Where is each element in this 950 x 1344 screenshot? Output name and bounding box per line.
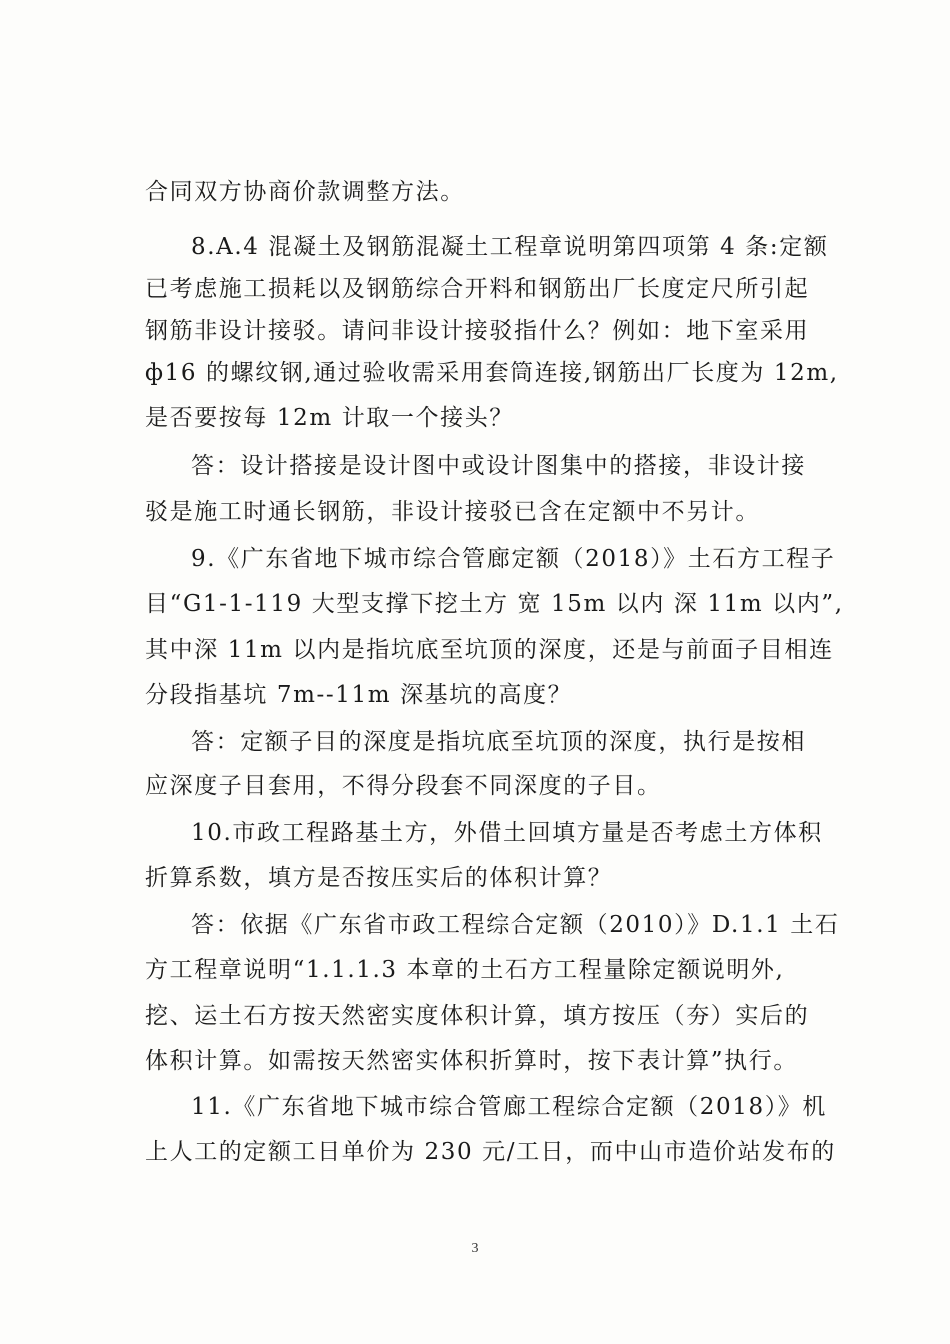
text-line: 10.市政工程路基土方，外借土回填方量是否考虑土方体积 <box>191 820 823 846</box>
text-line: 应深度子目套用，不得分段套不同深度的子目。 <box>145 773 662 799</box>
text-line: 方工程章说明“1.1.1.3 本章的土石方工程量除定额说明外, <box>145 957 785 983</box>
text-line: 答：设计搭接是设计图中或设计图集中的搭接，非设计接 <box>191 453 806 479</box>
text-line: ф16 的螺纹钢,通过验收需采用套筒连接,钢筋出厂长度为 12m, <box>145 360 839 386</box>
text-line: 驳是施工时通长钢筋，非设计接驳已含在定额中不另计。 <box>145 499 760 525</box>
text-line: 其中深 11m 以内是指坑底至坑顶的深度，还是与前面子目相连 <box>145 637 834 663</box>
text-line: 折算系数，填方是否按压实后的体积计算？ <box>145 865 613 891</box>
text-line: 体积计算。如需按天然密实体积折算时，按下表计算”执行。 <box>145 1048 798 1074</box>
text-line: 已考虑施工损耗以及钢筋综合开料和钢筋出厂长度定尺所引起 <box>145 276 810 302</box>
text-line: 钢筋非设计接驳。请问非设计接驳指什么？例如：地下室采用 <box>145 318 810 344</box>
text-line: 挖、运土石方按天然密实度体积计算，填方按压（夯）实后的 <box>145 1003 810 1029</box>
text-line: 分段指基坑 7m--11m 深基坑的高度？ <box>145 682 573 708</box>
text-line: 8.A.4 混凝土及钢筋混凝土工程章说明第四项第 4 条:定额 <box>191 234 829 260</box>
text-line: 目“G1-1-119 大型支撑下挖土方 宽 15m 以内 深 11m 以内”, <box>145 591 844 617</box>
text-line: 上人工的定额工日单价为 230 元/工日，而中山市造价站发布的 <box>145 1139 836 1165</box>
text-line: 答：依据《广东省市政工程综合定额（2010）》D.1.1 土石 <box>191 912 840 938</box>
text-line: 合同双方协商价款调整方法。 <box>145 179 465 205</box>
page-number: 3 <box>471 1241 479 1256</box>
text-line: 11.《广东省地下城市综合管廊工程综合定额（2018）》机 <box>191 1094 828 1120</box>
text-line: 答：定额子目的深度是指坑底至坑顶的深度，执行是按相 <box>191 729 806 755</box>
text-line: 9.《广东省地下城市综合管廊定额（2018）》土石方工程子 <box>191 546 836 572</box>
text-line: 是否要按每 12m 计取一个接头？ <box>145 405 514 431</box>
